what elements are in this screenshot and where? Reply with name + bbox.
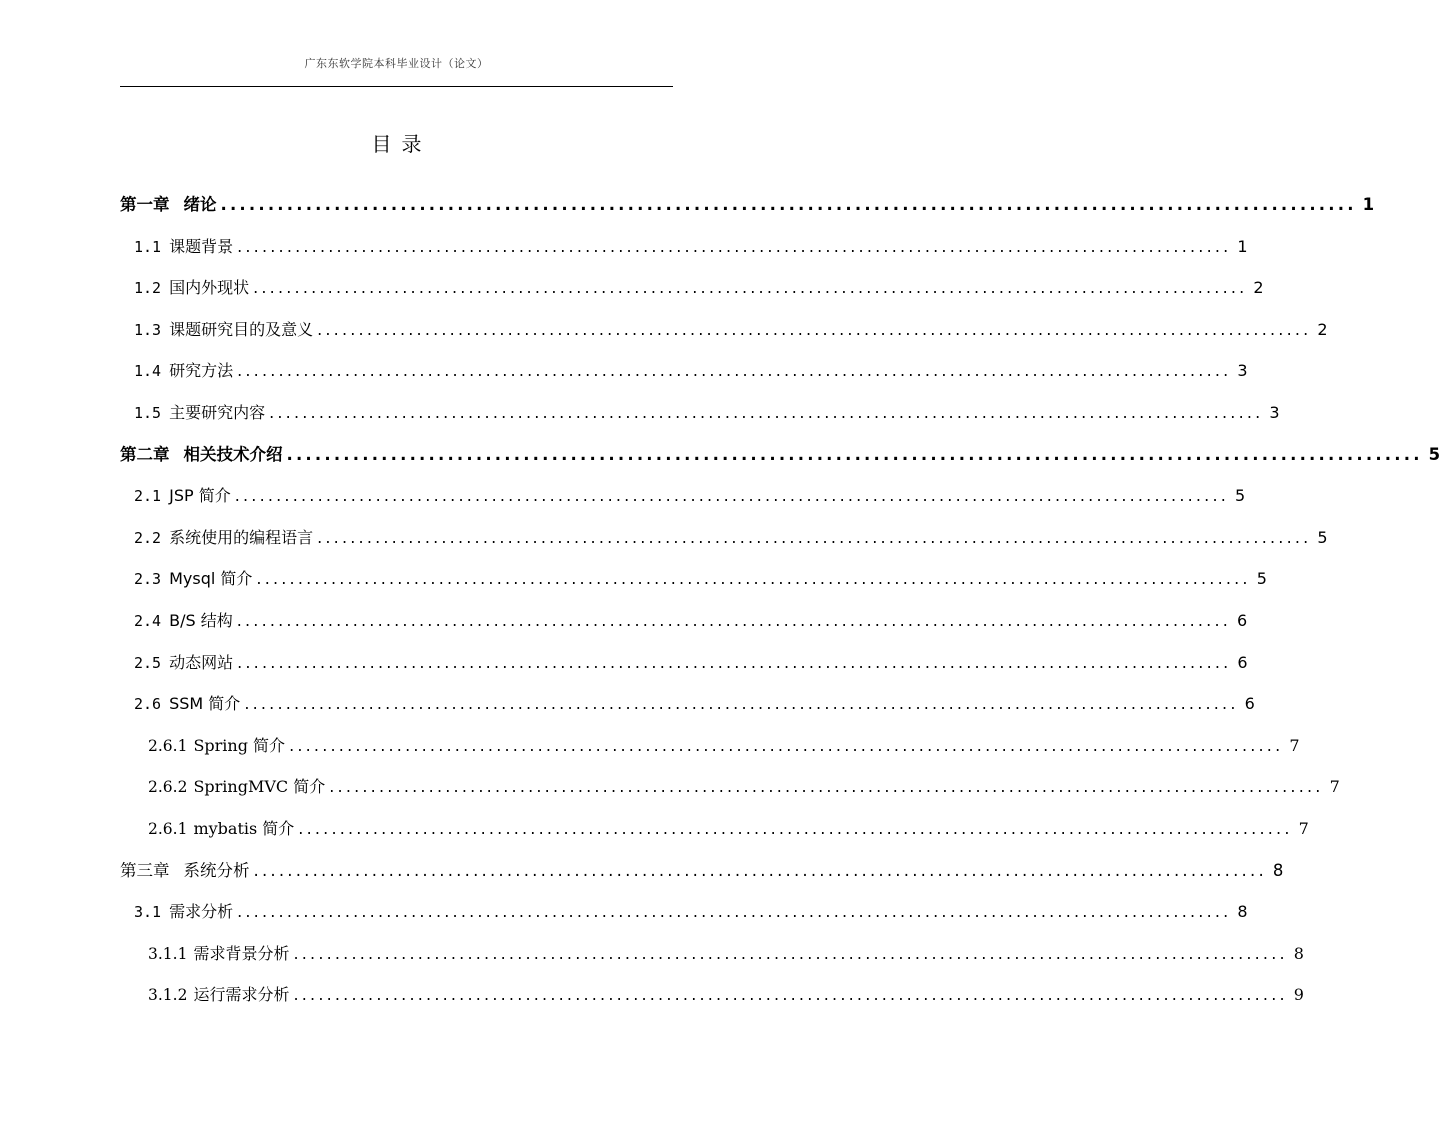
toc-entry[interactable] bbox=[120, 350, 1248, 392]
page-header: 广东东软学院本科毕业设计（论文） bbox=[304, 57, 489, 70]
toc-entry-page: 7 bbox=[1329, 777, 1340, 797]
dot-leader: ........................................................................................................................ bbox=[329, 777, 1324, 797]
toc-entry[interactable] bbox=[120, 766, 1340, 808]
toc-entry-number: 第一章 bbox=[120, 195, 170, 214]
toc-entry-page: 2 bbox=[1317, 319, 1328, 339]
dot-leader: ........................................................................................................................ bbox=[256, 569, 1251, 589]
toc-entry-page: 7 bbox=[1289, 735, 1300, 755]
toc-entry-number: 1.4 bbox=[134, 362, 162, 381]
dot-leader: ........................................................................................................................ bbox=[236, 610, 1232, 630]
dot-leader: ........................................................................................................................ bbox=[237, 236, 1232, 256]
toc-entry-number: 1.2 bbox=[134, 279, 162, 298]
toc-entry[interactable] bbox=[120, 309, 1328, 351]
toc-entry-text: 系统分析 bbox=[183, 860, 250, 880]
toc-entry-text: 需求背景分析 bbox=[193, 943, 290, 963]
dot-leader: ........................................................................................................................ bbox=[220, 195, 1357, 214]
toc-entry-page: 2 bbox=[1253, 278, 1264, 298]
toc-entry-page: 8 bbox=[1293, 943, 1304, 963]
toc-entry[interactable] bbox=[120, 517, 1328, 559]
toc-entry-number: 3.1.2 bbox=[148, 986, 188, 1005]
toc-entry-number: 2.1 bbox=[134, 487, 162, 506]
toc-entry-text: 需求分析 bbox=[169, 902, 234, 922]
toc-entry-text: SpringMVC 简介 bbox=[193, 777, 326, 797]
toc-entry-number: 2.4 bbox=[134, 611, 162, 630]
toc-entry-number: 第二章 bbox=[120, 444, 170, 464]
dot-leader: ........................................................................................................................ bbox=[293, 985, 1288, 1005]
toc-entry[interactable] bbox=[120, 808, 1309, 850]
toc-entry[interactable] bbox=[120, 558, 1267, 600]
toc-entry-page: 8 bbox=[1272, 860, 1284, 880]
toc-entry[interactable] bbox=[120, 850, 1284, 892]
dot-leader: ........................................................................................................................ bbox=[234, 486, 1230, 506]
toc-entry[interactable] bbox=[120, 683, 1255, 725]
toc-entry[interactable] bbox=[120, 226, 1248, 268]
dot-leader: ........................................................................................................................ bbox=[237, 652, 1232, 672]
toc-entry-page: 3 bbox=[1269, 402, 1280, 422]
toc-entry-number: 1.1 bbox=[134, 237, 162, 256]
toc-entry-page: 6 bbox=[1237, 610, 1248, 630]
toc-entry-text: 课题研究目的及意义 bbox=[169, 319, 314, 339]
dot-leader: ........................................................................................................................ bbox=[317, 319, 1312, 339]
dot-leader: ........................................................................................................................ bbox=[237, 361, 1232, 381]
toc-entry-page: 5 bbox=[1235, 486, 1246, 506]
dot-leader: ........................................................................................................................ bbox=[253, 278, 1248, 298]
toc-entry[interactable] bbox=[120, 600, 1248, 642]
toc-entry[interactable] bbox=[120, 891, 1248, 933]
toc-entry[interactable] bbox=[120, 974, 1304, 1016]
toc-entry-text: 国内外现状 bbox=[169, 278, 250, 298]
toc-entry[interactable] bbox=[120, 267, 1264, 309]
toc-entry-text: 主要研究内容 bbox=[169, 402, 266, 422]
toc-entry[interactable] bbox=[120, 725, 1300, 767]
toc-entry-page: 9 bbox=[1293, 985, 1304, 1005]
toc-entry-page: 1 bbox=[1237, 236, 1248, 256]
toc-entry-number: 2.2 bbox=[134, 528, 162, 547]
toc-entry-page: 3 bbox=[1237, 361, 1248, 381]
toc-entry-text: B/S 结构 bbox=[169, 610, 233, 630]
toc-entry-text: 运行需求分析 bbox=[193, 985, 290, 1005]
dot-leader: ........................................................................................................................ bbox=[298, 818, 1293, 838]
toc-entry-number: 2.6.1 bbox=[148, 736, 188, 755]
toc-entry-text: mybatis 简介 bbox=[193, 818, 295, 838]
toc-entry-text: 绪论 bbox=[183, 195, 217, 214]
toc-entry-text: 课题背景 bbox=[169, 236, 234, 256]
toc-entry-number: 1.5 bbox=[134, 403, 162, 422]
toc-entry[interactable] bbox=[120, 184, 1375, 226]
toc-entry-text: SSM 简介 bbox=[169, 694, 241, 714]
dot-leader: ........................................................................................................................ bbox=[253, 860, 1267, 880]
dot-leader: ........................................................................................................................ bbox=[269, 402, 1264, 422]
dot-leader: ........................................................................................................................ bbox=[289, 735, 1284, 755]
toc-entry-text: Spring 简介 bbox=[193, 735, 286, 755]
toc-entry-text: 系统使用的编程语言 bbox=[169, 527, 314, 547]
toc-entry[interactable] bbox=[120, 642, 1248, 684]
toc-entry-page: 5 bbox=[1317, 527, 1328, 547]
toc-entry-page: 7 bbox=[1298, 818, 1309, 838]
toc-entry-page: 8 bbox=[1237, 902, 1248, 922]
toc-entry-number: 3.1.1 bbox=[148, 944, 188, 963]
toc-entry-text: Mysql 简介 bbox=[169, 569, 253, 589]
toc-entry-number: 2.6.2 bbox=[148, 778, 188, 797]
dot-leader: ........................................................................................................................ bbox=[286, 444, 1423, 464]
dot-leader: ........................................................................................................................ bbox=[237, 902, 1232, 922]
toc-entry-page: 1 bbox=[1362, 195, 1375, 214]
dot-leader: ........................................................................................................................ bbox=[293, 943, 1288, 963]
toc-entry-text: 动态网站 bbox=[169, 652, 234, 672]
toc-entry-number: 第三章 bbox=[120, 860, 170, 880]
toc-entry-number: 2.3 bbox=[134, 570, 162, 589]
dot-leader: ........................................................................................................................ bbox=[244, 694, 1239, 714]
header-rule bbox=[120, 86, 673, 87]
toc-entry-text: 相关技术介绍 bbox=[183, 444, 283, 464]
toc-entry-number: 2.6.1 bbox=[148, 819, 188, 838]
toc-entry-page: 6 bbox=[1237, 652, 1248, 672]
toc-entry[interactable] bbox=[120, 434, 1440, 476]
dot-leader: ........................................................................................................................ bbox=[317, 527, 1312, 547]
toc-entry-number: 3.1 bbox=[134, 903, 162, 922]
toc-entry-page: 5 bbox=[1256, 569, 1267, 589]
toc-entry[interactable] bbox=[120, 933, 1304, 975]
toc-entry-number: 1.3 bbox=[134, 320, 162, 339]
toc-entry-page: 5 bbox=[1428, 444, 1440, 464]
toc-entry-number: 2.5 bbox=[134, 653, 162, 672]
toc-entry-number: 2.6 bbox=[134, 695, 162, 714]
toc-entry-text: 研究方法 bbox=[169, 361, 234, 381]
toc-title: 目录 bbox=[371, 132, 432, 156]
toc-entry[interactable] bbox=[120, 475, 1246, 517]
toc-entry[interactable] bbox=[120, 392, 1280, 434]
table-of-contents bbox=[120, 184, 1440, 1016]
toc-entry-page: 6 bbox=[1244, 694, 1255, 714]
toc-entry-text: JSP 简介 bbox=[169, 486, 231, 506]
